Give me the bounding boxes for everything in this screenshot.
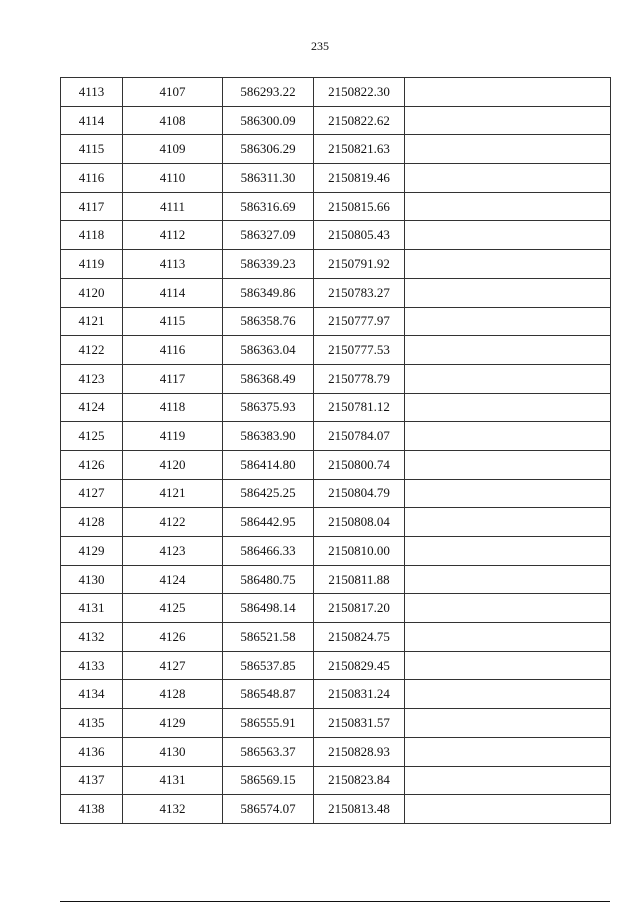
x-coordinate-cell: 586327.09 <box>223 221 314 250</box>
x-coordinate-cell: 586563.37 <box>223 737 314 766</box>
y-coordinate-cell: 2150823.84 <box>314 766 405 795</box>
note-cell <box>405 78 611 107</box>
footer-rule <box>60 901 610 902</box>
table-row <box>61 250 611 279</box>
note-cell <box>405 508 611 537</box>
point-id-cell: 4132 <box>123 795 223 824</box>
table-row <box>61 565 611 594</box>
point-id-cell: 4111 <box>123 192 223 221</box>
page-number: 235 <box>311 39 329 53</box>
table-row <box>61 78 611 107</box>
note-cell <box>405 307 611 336</box>
row-index-cell: 4130 <box>61 565 123 594</box>
table-row <box>61 135 611 164</box>
y-coordinate-cell: 2150828.93 <box>314 737 405 766</box>
point-id-cell: 4128 <box>123 680 223 709</box>
note-cell <box>405 737 611 766</box>
x-coordinate-cell: 586368.49 <box>223 364 314 393</box>
y-coordinate-cell: 2150829.45 <box>314 651 405 680</box>
row-index-cell: 4121 <box>61 307 123 336</box>
note-cell <box>405 565 611 594</box>
x-coordinate-cell: 586358.76 <box>223 307 314 336</box>
row-index-cell: 4125 <box>61 422 123 451</box>
x-coordinate-cell: 586375.93 <box>223 393 314 422</box>
y-coordinate-cell: 2150783.27 <box>314 278 405 307</box>
row-index-cell: 4136 <box>61 737 123 766</box>
note-cell <box>405 680 611 709</box>
row-index-cell: 4134 <box>61 680 123 709</box>
point-id-cell: 4120 <box>123 450 223 479</box>
x-coordinate-cell: 586548.87 <box>223 680 314 709</box>
table-row <box>61 709 611 738</box>
row-index-cell: 4122 <box>61 336 123 365</box>
y-coordinate-cell: 2150781.12 <box>314 393 405 422</box>
point-id-cell: 4118 <box>123 393 223 422</box>
y-coordinate-cell: 2150822.62 <box>314 106 405 135</box>
x-coordinate-cell: 586466.33 <box>223 537 314 566</box>
row-index-cell: 4115 <box>61 135 123 164</box>
point-id-cell: 4116 <box>123 336 223 365</box>
row-index-cell: 4131 <box>61 594 123 623</box>
point-id-cell: 4121 <box>123 479 223 508</box>
table-body <box>61 78 611 824</box>
table-row <box>61 795 611 824</box>
table-row <box>61 537 611 566</box>
table-row <box>61 508 611 537</box>
point-id-cell: 4107 <box>123 78 223 107</box>
table-row <box>61 594 611 623</box>
row-index-cell: 4128 <box>61 508 123 537</box>
table-row <box>61 106 611 135</box>
note-cell <box>405 135 611 164</box>
point-id-cell: 4112 <box>123 221 223 250</box>
note-cell <box>405 651 611 680</box>
point-id-cell: 4122 <box>123 508 223 537</box>
point-id-cell: 4129 <box>123 709 223 738</box>
row-index-cell: 4138 <box>61 795 123 824</box>
y-coordinate-cell: 2150778.79 <box>314 364 405 393</box>
point-id-cell: 4123 <box>123 537 223 566</box>
note-cell <box>405 250 611 279</box>
y-coordinate-cell: 2150817.20 <box>314 594 405 623</box>
row-index-cell: 4117 <box>61 192 123 221</box>
point-id-cell: 4124 <box>123 565 223 594</box>
row-index-cell: 4124 <box>61 393 123 422</box>
row-index-cell: 4113 <box>61 78 123 107</box>
x-coordinate-cell: 586339.23 <box>223 250 314 279</box>
table-row <box>61 336 611 365</box>
point-id-cell: 4113 <box>123 250 223 279</box>
table-row <box>61 680 611 709</box>
y-coordinate-cell: 2150819.46 <box>314 164 405 193</box>
table-row <box>61 221 611 250</box>
note-cell <box>405 422 611 451</box>
table-row <box>61 479 611 508</box>
table-row <box>61 393 611 422</box>
y-coordinate-cell: 2150824.75 <box>314 623 405 652</box>
table-row <box>61 192 611 221</box>
y-coordinate-cell: 2150811.88 <box>314 565 405 594</box>
row-index-cell: 4132 <box>61 623 123 652</box>
x-coordinate-cell: 586383.90 <box>223 422 314 451</box>
row-index-cell: 4120 <box>61 278 123 307</box>
point-id-cell: 4114 <box>123 278 223 307</box>
note-cell <box>405 364 611 393</box>
x-coordinate-cell: 586555.91 <box>223 709 314 738</box>
x-coordinate-cell: 586521.58 <box>223 623 314 652</box>
row-index-cell: 4123 <box>61 364 123 393</box>
point-id-cell: 4126 <box>123 623 223 652</box>
point-id-cell: 4131 <box>123 766 223 795</box>
x-coordinate-cell: 586480.75 <box>223 565 314 594</box>
x-coordinate-cell: 586349.86 <box>223 278 314 307</box>
table-row <box>61 422 611 451</box>
point-id-cell: 4119 <box>123 422 223 451</box>
table-row <box>61 364 611 393</box>
row-index-cell: 4126 <box>61 450 123 479</box>
table-row <box>61 737 611 766</box>
x-coordinate-cell: 586425.25 <box>223 479 314 508</box>
table-row <box>61 164 611 193</box>
point-id-cell: 4108 <box>123 106 223 135</box>
x-coordinate-cell: 586293.22 <box>223 78 314 107</box>
x-coordinate-cell: 586363.04 <box>223 336 314 365</box>
row-index-cell: 4118 <box>61 221 123 250</box>
x-coordinate-cell: 586414.80 <box>223 450 314 479</box>
y-coordinate-cell: 2150821.63 <box>314 135 405 164</box>
x-coordinate-cell: 586574.07 <box>223 795 314 824</box>
note-cell <box>405 164 611 193</box>
y-coordinate-cell: 2150831.57 <box>314 709 405 738</box>
x-coordinate-cell: 586498.14 <box>223 594 314 623</box>
y-coordinate-cell: 2150791.92 <box>314 250 405 279</box>
y-coordinate-cell: 2150822.30 <box>314 78 405 107</box>
note-cell <box>405 393 611 422</box>
note-cell <box>405 766 611 795</box>
x-coordinate-cell: 586569.15 <box>223 766 314 795</box>
row-index-cell: 4129 <box>61 537 123 566</box>
row-index-cell: 4114 <box>61 106 123 135</box>
y-coordinate-cell: 2150805.43 <box>314 221 405 250</box>
x-coordinate-cell: 586306.29 <box>223 135 314 164</box>
table-row <box>61 307 611 336</box>
note-cell <box>405 336 611 365</box>
row-index-cell: 4116 <box>61 164 123 193</box>
table-row <box>61 766 611 795</box>
y-coordinate-cell: 2150815.66 <box>314 192 405 221</box>
table-row <box>61 623 611 652</box>
note-cell <box>405 709 611 738</box>
x-coordinate-cell: 586316.69 <box>223 192 314 221</box>
point-id-cell: 4127 <box>123 651 223 680</box>
point-id-cell: 4115 <box>123 307 223 336</box>
point-id-cell: 4125 <box>123 594 223 623</box>
point-id-cell: 4109 <box>123 135 223 164</box>
note-cell <box>405 623 611 652</box>
y-coordinate-cell: 2150831.24 <box>314 680 405 709</box>
y-coordinate-cell: 2150813.48 <box>314 795 405 824</box>
y-coordinate-cell: 2150804.79 <box>314 479 405 508</box>
row-index-cell: 4119 <box>61 250 123 279</box>
table-row <box>61 450 611 479</box>
row-index-cell: 4127 <box>61 479 123 508</box>
table-row <box>61 651 611 680</box>
table-row <box>61 278 611 307</box>
x-coordinate-cell: 586300.09 <box>223 106 314 135</box>
note-cell <box>405 795 611 824</box>
row-index-cell: 4135 <box>61 709 123 738</box>
note-cell <box>405 537 611 566</box>
x-coordinate-cell: 586442.95 <box>223 508 314 537</box>
point-id-cell: 4130 <box>123 737 223 766</box>
note-cell <box>405 479 611 508</box>
note-cell <box>405 594 611 623</box>
y-coordinate-cell: 2150777.53 <box>314 336 405 365</box>
note-cell <box>405 221 611 250</box>
note-cell <box>405 192 611 221</box>
point-id-cell: 4110 <box>123 164 223 193</box>
y-coordinate-cell: 2150800.74 <box>314 450 405 479</box>
coordinates-table <box>60 77 611 824</box>
point-id-cell: 4117 <box>123 364 223 393</box>
y-coordinate-cell: 2150810.00 <box>314 537 405 566</box>
y-coordinate-cell: 2150777.97 <box>314 307 405 336</box>
note-cell <box>405 106 611 135</box>
note-cell <box>405 278 611 307</box>
note-cell <box>405 450 611 479</box>
y-coordinate-cell: 2150808.04 <box>314 508 405 537</box>
x-coordinate-cell: 586537.85 <box>223 651 314 680</box>
x-coordinate-cell: 586311.30 <box>223 164 314 193</box>
row-index-cell: 4137 <box>61 766 123 795</box>
y-coordinate-cell: 2150784.07 <box>314 422 405 451</box>
row-index-cell: 4133 <box>61 651 123 680</box>
